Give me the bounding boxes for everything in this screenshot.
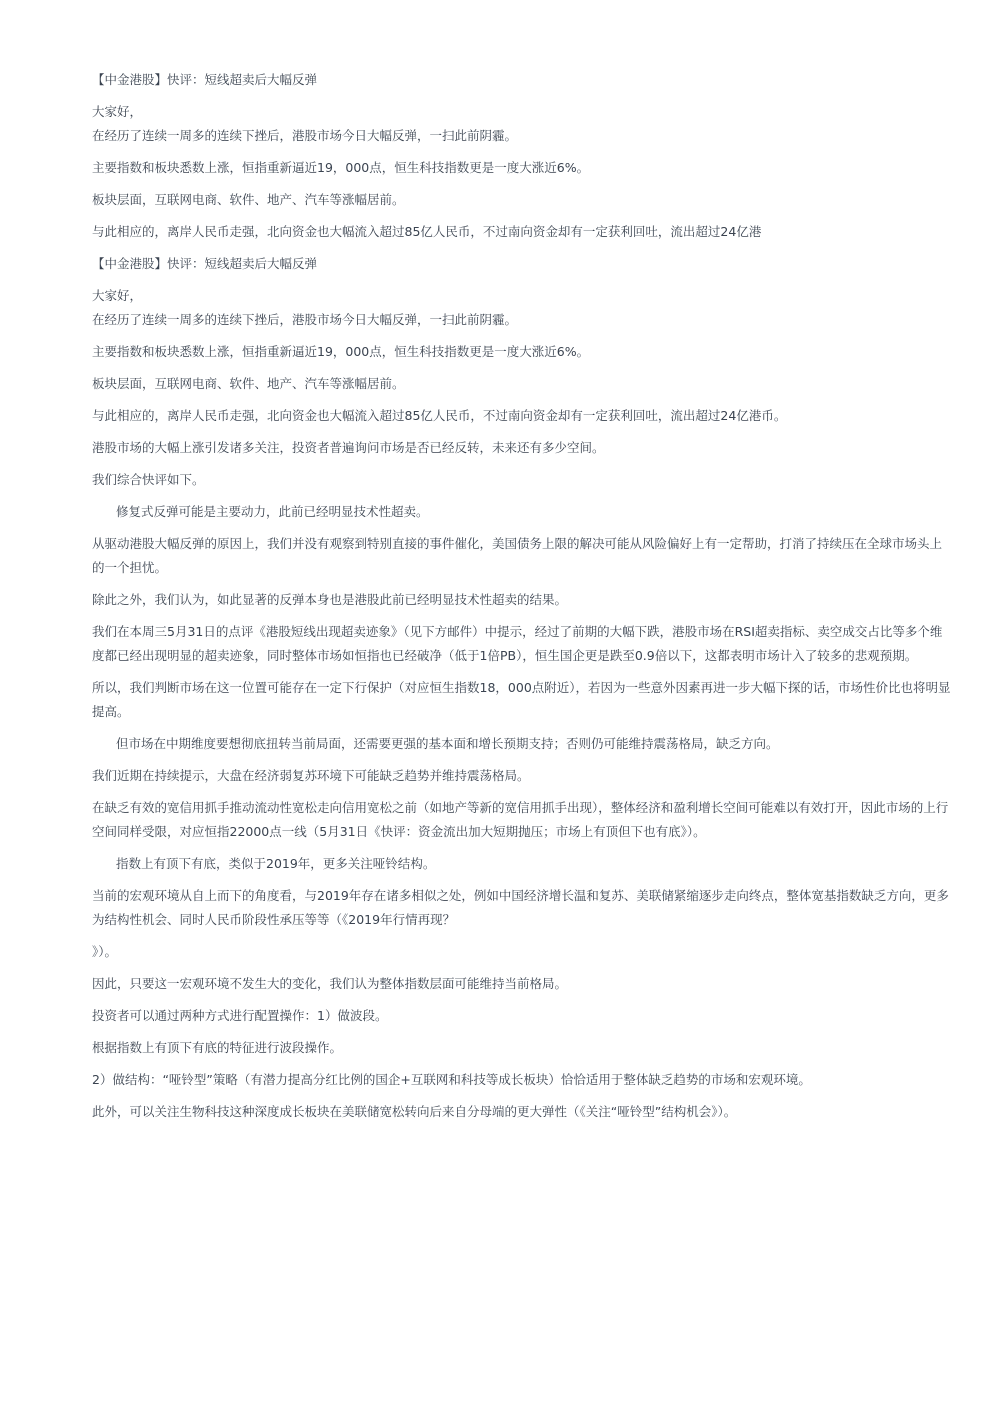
paragraph: 在经历了连续一周多的连续下挫后，港股市场今日大幅反弹，一扫此前阴霾。 — [92, 312, 518, 327]
paragraph: 当前的宏观环境从自上而下的角度看，与2019年存在诸多相似之处，例如中国经济增长温和复苏、美联储紧缩逐步走向终点，整体宽基指数缺乏方向，更多为结构性机会、同时人民币阶段性承压等等（《2019年行情再现？ — [92, 888, 949, 927]
section-heading: 但市场在中期维度要想彻底扭转当前局面，还需要更强的基本面和增长预期支持；否则仍可能维持震荡格局，缺乏方向。 — [116, 736, 779, 751]
document-body — [92, 68, 952, 1132]
section-heading: 修复式反弹可能是主要动力，此前已经明显技术性超卖。 — [116, 504, 429, 519]
paragraph: 》）。 — [92, 944, 118, 959]
paragraph: 所以，我们判断市场在这一位置可能存在一定下行保护（对应恒生指数18，000点附近），若因为一些意外因素再进一步大幅下探的话，市场性价比也将明显提高。 — [92, 680, 951, 719]
section-heading: 指数上有顶下有底，类似于2019年，更多关注哑铃结构。 — [116, 856, 436, 871]
paragraph: 此外，可以关注生物科技这种深度成长板块在美联储宽松转向后来自分母端的更大弹性（《关注“哑铃型”结构机会》）。 — [92, 1104, 737, 1119]
paragraph: 在经历了连续一周多的连续下挫后，港股市场今日大幅反弹，一扫此前阴霾。 — [92, 128, 518, 143]
article-title: 【中金港股】快评：短线超卖后大幅反弹 — [92, 256, 318, 271]
paragraph: 我们综合快评如下。 — [92, 472, 205, 487]
paragraph: 因此，只要这一宏观环境不发生大的变化，我们认为整体指数层面可能维持当前格局。 — [92, 976, 568, 991]
paragraph: 除此之外，我们认为，如此显著的反弹本身也是港股此前已经明显技术性超卖的结果。 — [92, 592, 568, 607]
paragraph: 与此相应的，离岸人民币走强，北向资金也大幅流入超过85亿人民币，不过南向资金却有一定获利回吐，流出超过24亿港 — [92, 224, 762, 239]
paragraph: 港股市场的大幅上涨引发诸多关注，投资者普遍询问市场是否已经反转，未来还有多少空间。 — [92, 440, 605, 455]
paragraph: 主要指数和板块悉数上涨，恒指重新逼近19，000点，恒生科技指数更是一度大涨近6%。 — [92, 160, 590, 175]
paragraph: 在缺乏有效的宽信用抓手推动流动性宽松走向信用宽松之前（如地产等新的宽信用抓手出现），整体经济和盈利增长空间可能难以有效打开，因此市场的上行空间同样受限，对应恒指22000点一线（5月31日《快评：资金流出加大短期抛压；市场上有顶但下也有底》）。 — [92, 800, 949, 839]
paragraph: 主要指数和板块悉数上涨，恒指重新逼近19，000点，恒生科技指数更是一度大涨近6%。 — [92, 344, 590, 359]
paragraph: 从驱动港股大幅反弹的原因上，我们并没有观察到特别直接的事件催化，美国债务上限的解决可能从风险偏好上有一定帮助，打消了持续压在全球市场头上的一个担忧。 — [92, 536, 943, 575]
paragraph: 板块层面，互联网电商、软件、地产、汽车等涨幅居前。 — [92, 376, 405, 391]
paragraph: 与此相应的，离岸人民币走强，北向资金也大幅流入超过85亿人民币，不过南向资金却有一定获利回吐，流出超过24亿港币。 — [92, 408, 787, 423]
paragraph: 根据指数上有顶下有底的特征进行波段操作。 — [92, 1040, 343, 1055]
greeting: 大家好， — [92, 104, 143, 119]
paragraph: 我们近期在持续提示，大盘在经济弱复苏环境下可能缺乏趋势并维持震荡格局。 — [92, 768, 530, 783]
paragraph: 投资者可以通过两种方式进行配置操作：1）做波段。 — [92, 1008, 388, 1023]
greeting: 大家好， — [92, 288, 143, 303]
paragraph: 2）做结构：“哑铃型”策略（有潜力提高分红比例的国企+互联网和科技等成长板块）恰恰适用于整体缺乏趋势的市场和宏观环境。 — [92, 1072, 811, 1087]
paragraph: 板块层面，互联网电商、软件、地产、汽车等涨幅居前。 — [92, 192, 405, 207]
paragraph: 我们在本周三5月31日的点评《港股短线出现超卖迹象》（见下方邮件）中提示，经过了前期的大幅下跌，港股市场在RSI超卖指标、卖空成交占比等多个维度都已经出现明显的超卖迹象，同时整体市场如恒指也已经破净（低于1倍PB），恒生国企更是跌至0.9倍以下，这都表明市场计入了较多的悲观预期。 — [92, 624, 943, 663]
article-title: 【中金港股】快评：短线超卖后大幅反弹 — [92, 72, 318, 87]
